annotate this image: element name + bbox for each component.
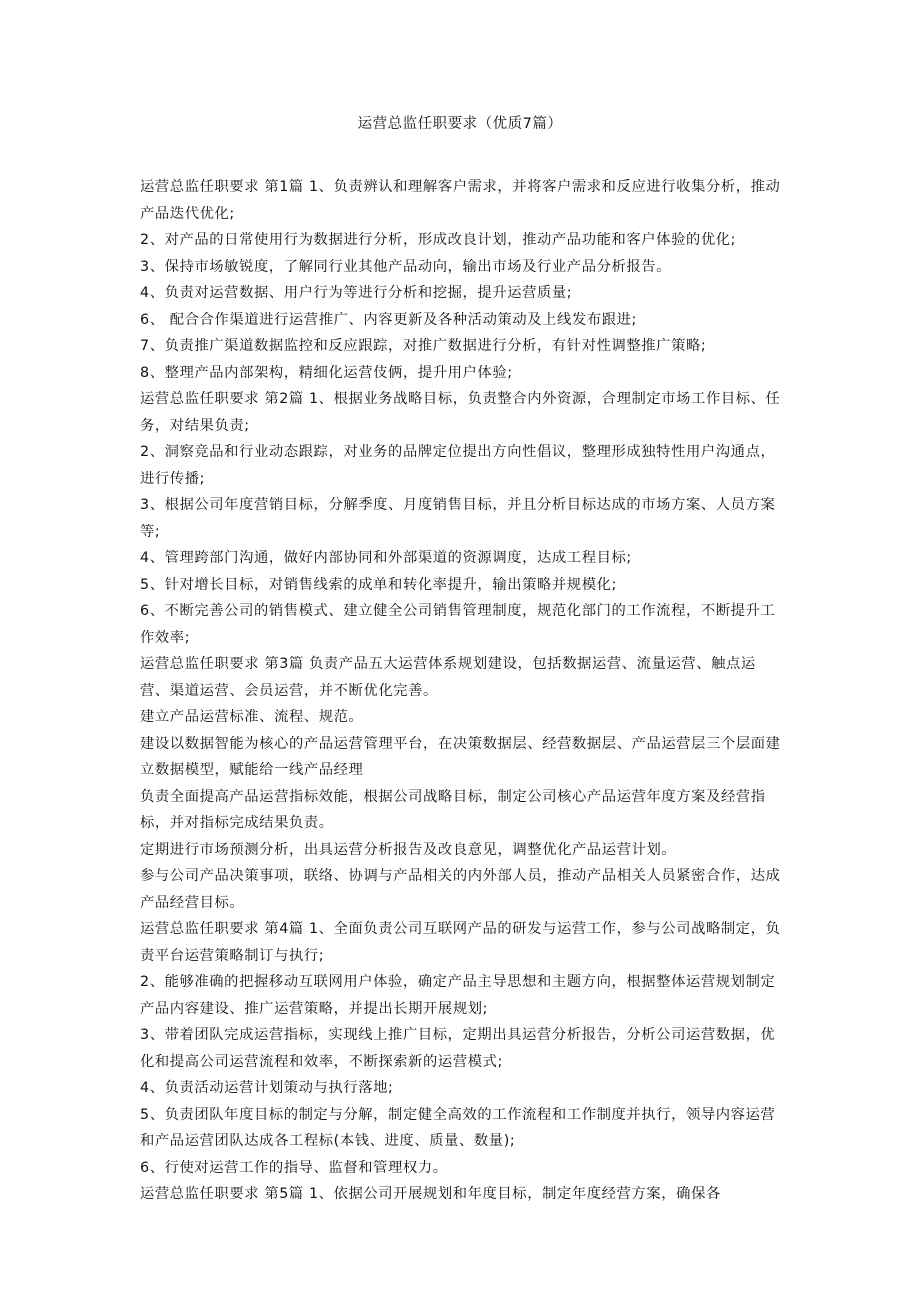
paragraph-5: 6、 配合合作渠道进行运营推广、内容更新及各种活动策动及上线发布跟进; [140,311,637,328]
paragraph-6: 7、负责推广渠道数据监控和反应跟踪，对推广数据进行分析，有针对性调整推广策略; [140,338,707,354]
paragraph-23: 4、负责活动运营计划策动与执行落地; [140,1080,394,1096]
paragraph-17: 负责全面提高产品运营指标效能，根据公司战略目标，制定公司核心产品运营年度方案及经营指标，并对指标完成结果负责。 [140,788,766,831]
paragraph-16: 建设以数据智能为核心的产品运营管理平台，在决策数据层、经营数据层、产品运营层三个层面建立数据模型，赋能给一线产品经理 [140,735,781,778]
document-title: 运营总监任职要求（优质7篇） [357,116,563,132]
paragraph-25: 6、行使对运营工作的指导、监督和管理权力。 [140,1159,448,1176]
paragraph-1: 运营总监任职要求 第1篇 1、负责辨认和理解客户需求，并将客户需求和反应进行收集分析，推动产品迭代优化; [140,179,781,222]
paragraph-15: 建立产品运营标准、流程、规范。 [140,709,364,725]
paragraph-20: 运营总监任职要求 第4篇 1、全面负责公司互联网产品的研发与运营工作，参与公司战略制定，负责平台运营策略制订与执行; [140,921,781,964]
paragraph-11: 4、管理跨部门沟通，做好内部协同和外部渠道的资源调度，达成工程目标; [140,550,632,566]
paragraph-2: 2、对产品的日常使用行为数据进行分析，形成改良计划，推动产品功能和客户体验的优化; [140,232,737,248]
paragraph-3: 3、保持市场敏锐度，了解同行业其他产品动向，输出市场及行业产品分析报告。 [140,258,672,275]
paragraph-9: 2、洞察竞品和行业动态跟踪，对业务的品牌定位提出方向性倡议，整理形成独特性用户沟通点，进行传播; [140,444,776,487]
paragraph-21: 2、能够准确的把握移动互联网用户体验，确定产品主导思想和主题方向，根据整体运营规划制定产品内容建设、推广运营策略，并提出长期开展规划; [140,974,776,1017]
paragraph-14: 运营总监任职要求 第3篇 负责产品五大运营体系规划建设，包括数据运营、流量运营、触点运营、渠道运营、会员运营，并不断优化完善。 [140,656,756,699]
paragraph-4: 4、负责对运营数据、用户行为等进行分析和挖掘，提升运营质量; [140,285,573,301]
paragraph-10: 3、根据公司年度营销目标，分解季度、月度销售目标，并且分析目标达成的市场方案、人员方案等; [140,497,776,540]
paragraph-22: 3、带着团队完成运营指标，实现线上推广目标，定期出具运营分析报告，分析公司运营数据，优化和提高公司运营流程和效率，不断探索新的运营模式; [140,1027,776,1070]
paragraph-18: 定期进行市场预测分析，出具运营分析报告及改良意见，调整优化产品运营计划。 [140,841,677,858]
paragraph-13: 6、不断完善公司的销售模式、建立健全公司销售管理制度，规范化部门的工作流程，不断提升工作效率; [140,603,776,646]
paragraph-12: 5、针对增长目标，对销售线索的成单和转化率提升，输出策略并规模化; [140,576,617,593]
paragraph-19: 参与公司产品决策事项，联络、协调与产品相关的内外部人员，推动产品相关人员紧密合作，达成产品经营目标。 [140,868,781,911]
paragraph-8: 运营总监任职要求 第2篇 1、根据业务战略目标，负责整合内外资源，合理制定市场工作目标、任务，对结果负责; [140,391,781,434]
paragraph-26: 运营总监任职要求 第5篇 1、依据公司开展规划和年度目标，制定年度经营方案，确保各 [140,1186,721,1202]
paragraph-7: 8、整理产品内部架构，精细化运营伎俩，提升用户体验; [140,364,513,381]
document-body [140,174,785,1208]
paragraph-24: 5、负责团队年度目标的制定与分解，制定健全高效的工作流程和工作制度并执行，领导内容运营和产品运营团队达成各工程标(本钱、进度、质量、数量); [140,1106,776,1149]
